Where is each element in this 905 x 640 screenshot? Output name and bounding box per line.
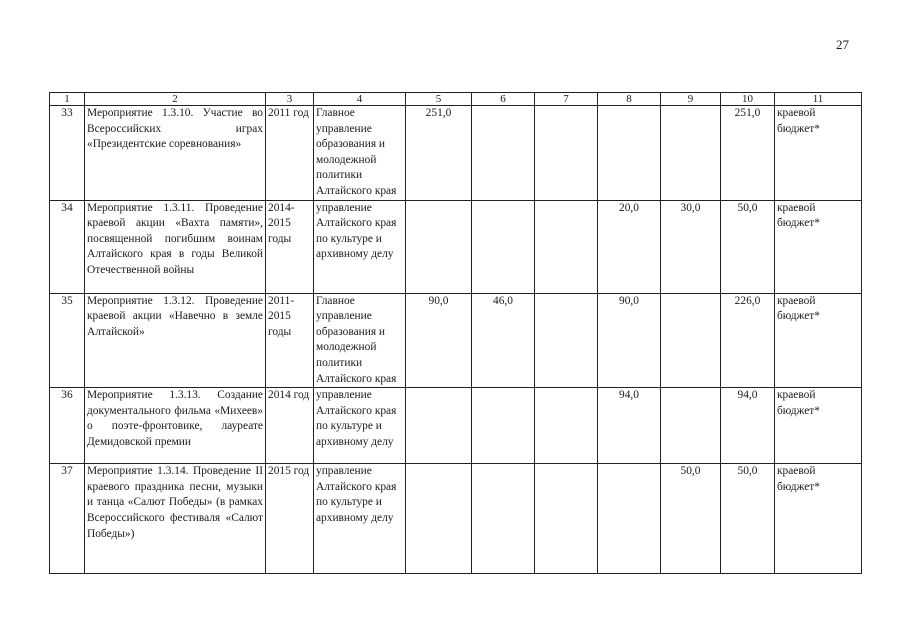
table-row	[50, 464, 862, 574]
program-activities-table	[49, 92, 862, 574]
table-row	[50, 200, 862, 293]
amount-cell	[535, 388, 598, 464]
amount-cell: 251,0	[406, 106, 472, 201]
column-header: 1	[50, 93, 85, 106]
amount-cell	[535, 464, 598, 574]
amount-cell	[406, 200, 472, 293]
responsible-executor: Главное управление образования и молодежной политики Алтайского края	[314, 106, 406, 201]
responsible-executor: управление Алтайского края по культуре и архивному делу	[314, 464, 406, 574]
total-amount: 50,0	[721, 464, 775, 574]
funding-source: краевой бюджет*	[775, 464, 862, 574]
column-header: 4	[314, 93, 406, 106]
funding-source: краевой бюджет*	[775, 106, 862, 201]
column-header: 9	[661, 93, 721, 106]
amount-cell	[472, 464, 535, 574]
column-header: 10	[721, 93, 775, 106]
table-row	[50, 106, 862, 201]
amount-cell	[535, 106, 598, 201]
row-number: 34	[50, 200, 85, 293]
amount-cell	[661, 388, 721, 464]
row-number: 37	[50, 464, 85, 574]
amount-cell	[535, 200, 598, 293]
total-amount: 94,0	[721, 388, 775, 464]
activity-name: Мероприятие 1.3.13. Создание документального фильма «Михеев» о поэте-фронтовике, лауреате Демидовской премии	[85, 388, 266, 464]
amount-cell	[472, 388, 535, 464]
activity-period: 2011 год	[266, 106, 314, 201]
total-amount: 50,0	[721, 200, 775, 293]
responsible-executor: управление Алтайского края по культуре и архивному делу	[314, 388, 406, 464]
column-header: 2	[85, 93, 266, 106]
activity-name: Мероприятие 1.3.11. Проведение краевой акции «Вахта памяти», посвященной погибшим воинам Алтайского края в годы Великой Отечественной войны	[85, 200, 266, 293]
activity-name: Мероприятие 1.3.10. Участие во Всероссийских играх «Президентские соревнования»	[85, 106, 266, 201]
column-header: 5	[406, 93, 472, 106]
total-amount: 226,0	[721, 293, 775, 388]
row-number: 36	[50, 388, 85, 464]
row-number: 35	[50, 293, 85, 388]
activity-period: 2011-2015 годы	[266, 293, 314, 388]
amount-cell	[598, 464, 661, 574]
column-header: 3	[266, 93, 314, 106]
total-amount: 251,0	[721, 106, 775, 201]
row-number: 33	[50, 106, 85, 201]
funding-source: краевой бюджет*	[775, 388, 862, 464]
column-header: 6	[472, 93, 535, 106]
amount-cell	[661, 293, 721, 388]
column-header: 7	[535, 93, 598, 106]
column-header: 11	[775, 93, 862, 106]
activity-name: Мероприятие 1.3.12. Проведение краевой акции «Навечно в земле Алтайской»	[85, 293, 266, 388]
amount-cell: 46,0	[472, 293, 535, 388]
activity-period: 2014-2015 годы	[266, 200, 314, 293]
amount-cell: 90,0	[406, 293, 472, 388]
activity-period: 2014 год	[266, 388, 314, 464]
amount-cell: 90,0	[598, 293, 661, 388]
amount-cell	[472, 106, 535, 201]
column-header: 8	[598, 93, 661, 106]
amount-cell	[598, 106, 661, 201]
funding-source: краевой бюджет*	[775, 200, 862, 293]
amount-cell	[406, 464, 472, 574]
column-number-row	[50, 93, 862, 106]
amount-cell	[406, 388, 472, 464]
page-number: 27	[836, 37, 849, 52]
activity-name: Мероприятие 1.3.14. Проведение II краевого праздника песни, музыки и танца «Салют Победы» (в рамках Всероссийского фестиваля «Салют Победы»)	[85, 464, 266, 574]
table-row	[50, 388, 862, 464]
responsible-executor: Главное управление образования и молодежной политики Алтайского края	[314, 293, 406, 388]
amount-cell: 30,0	[661, 200, 721, 293]
amount-cell: 50,0	[661, 464, 721, 574]
table-row	[50, 293, 862, 388]
funding-source: краевой бюджет*	[775, 293, 862, 388]
amount-cell: 20,0	[598, 200, 661, 293]
amount-cell	[661, 106, 721, 201]
amount-cell	[472, 200, 535, 293]
responsible-executor: управление Алтайского края по культуре и архивному делу	[314, 200, 406, 293]
activity-period: 2015 год	[266, 464, 314, 574]
amount-cell: 94,0	[598, 388, 661, 464]
amount-cell	[535, 293, 598, 388]
